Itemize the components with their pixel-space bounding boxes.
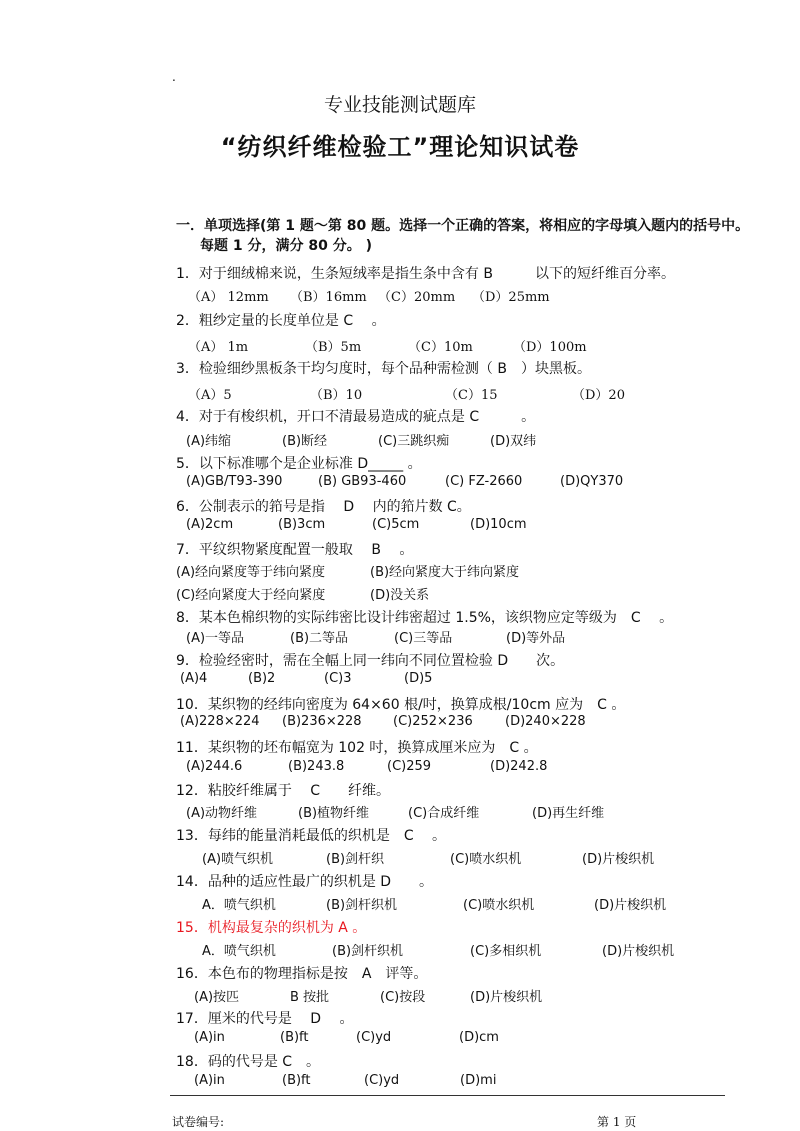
question-6-option-b: (B)3cm: [278, 517, 326, 532]
question-8-option-b: (B)二等品: [290, 631, 349, 646]
question-13-option-b: (B)剑杆织: [326, 852, 385, 867]
question-3-option-b: （B）10: [310, 388, 363, 403]
question-12-option-d: (D)再生纤维: [532, 806, 605, 821]
question-17-option-c: (C)yd: [356, 1030, 392, 1045]
question-18-option-b: (B)ft: [282, 1073, 311, 1088]
page-number: 第 1 页: [597, 1115, 637, 1129]
question-4-option-d: (D)双纬: [490, 434, 537, 449]
question-15-stem: 15．机构最复杂的织机为 A 。: [176, 920, 367, 936]
question-18-option-c: (C)yd: [364, 1073, 400, 1088]
question-9-option-c: (C)3: [324, 671, 352, 686]
question-2-stem: 2．粗纱定量的长度单位是 C 。: [176, 313, 386, 329]
question-14-option-b: (B)剑杆织机: [326, 898, 398, 913]
question-12-option-a: (A)动物纤维: [186, 806, 258, 821]
question-5-option-d: (D)QY370: [560, 474, 624, 489]
question-7-stem: 7．平纹织物紧度配置一般取 B 。: [176, 542, 414, 558]
question-10-option-b: (B)236×228: [282, 714, 362, 729]
question-1-option-c: （C）20mm: [378, 290, 456, 305]
question-13-option-c: (C)喷水织机: [450, 852, 522, 867]
question-8-option-a: (A)一等品: [186, 631, 245, 646]
question-9-option-a: (A)4: [180, 671, 208, 686]
question-16-stem: 16．本色布的物理指标是按 A 评等。: [176, 966, 428, 982]
question-14-stem: 14．品种的适应性最广的织机是 D 。: [176, 874, 434, 890]
question-4-option-b: (B)断经: [282, 434, 328, 449]
question-4-stem: 4．对于有梭织机，开口不清最易造成的疵点是 C 。: [176, 409, 536, 425]
question-3-option-a: （A）5: [188, 388, 232, 403]
question-12-stem: 12．粘胶纤维属于 C 纤维。: [176, 783, 391, 799]
question-10-option-a: (A)228×224: [180, 714, 260, 729]
question-18-option-d: (D)mi: [460, 1073, 497, 1088]
question-5-option-b: (B) GB93-460: [318, 474, 407, 489]
question-3-option-c: （C）15: [445, 388, 498, 403]
question-5-option-a: (A)GB/T93-390: [186, 474, 283, 489]
question-4-option-a: (A)纬缩: [186, 434, 232, 449]
page-dot: .: [172, 70, 176, 84]
question-14-option-d: (D)片梭织机: [594, 898, 667, 913]
question-16-option-a: (A)按匹: [194, 990, 240, 1005]
question-3-option-d: （D）20: [572, 388, 625, 403]
question-18-stem: 18．码的代号是 C 。: [176, 1054, 321, 1070]
question-2-option-c: （C）10m: [408, 340, 473, 355]
question-1-option-d: （D）25mm: [472, 290, 550, 305]
question-5-option-c: (C) FZ-2660: [445, 474, 523, 489]
question-11-option-d: (D)242.8: [490, 759, 548, 774]
question-11-option-a: (A)244.6: [186, 759, 243, 774]
question-10-option-c: (C)252×236: [393, 714, 473, 729]
question-7-option-d: (D)没关系: [370, 588, 430, 603]
page-title: “纺织纤维检验工”理论知识试卷: [220, 133, 580, 161]
question-9-stem: 9．检验经密时，需在全幅上同一纬向不同位置检验 D 次。: [176, 653, 565, 669]
question-7-option-b: (B)经向紧度大于纬向紧度: [370, 565, 520, 580]
question-11-option-c: (C)259: [387, 759, 432, 774]
question-12-option-b: (B)植物纤维: [298, 806, 370, 821]
question-11-stem: 11．某织物的坯布幅宽为 102 吋，换算成厘米应为 C 。: [176, 740, 538, 756]
question-1-option-b: （B）16mm: [290, 290, 367, 305]
question-15-option-d: (D)片梭织机: [602, 944, 675, 959]
question-12-option-c: (C)合成纤维: [408, 806, 480, 821]
question-2-option-b: （B）5m: [305, 340, 362, 355]
question-9-option-d: (D)5: [404, 671, 433, 686]
question-8-stem: 8．某本色棉织物的实际纬密比设计纬密超过 1.5%，该织物应定等级为 C 。: [176, 610, 674, 626]
question-15-option-c: (C)多相织机: [470, 944, 542, 959]
question-18-option-a: (A)in: [194, 1073, 225, 1088]
footer-divider: [170, 1095, 725, 1096]
question-17-option-d: (D)cm: [459, 1030, 499, 1045]
question-10-option-d: (D)240×228: [505, 714, 586, 729]
question-16-option-d: (D)片梭织机: [470, 990, 543, 1005]
question-1-option-a: （A） 12mm: [188, 290, 269, 305]
question-16-option-b: B 按批: [290, 990, 330, 1005]
question-15-option-b: (B)剑杆织机: [332, 944, 404, 959]
question-17-option-a: (A)in: [194, 1030, 225, 1045]
question-8-option-c: (C)三等品: [394, 631, 453, 646]
question-10-stem: 10．某织物的经纬向密度为 64×60 根/吋，换算成根/10cm 应为 C 。: [176, 697, 626, 713]
page-subtitle: 专业技能测试题库: [323, 94, 476, 116]
question-17-stem: 17．厘米的代号是 D 。: [176, 1011, 354, 1027]
section-heading: 一．单项选择(第 1 题～第 80 题。选择一个正确的答案，将相应的字母填入题内的括号中。: [176, 218, 750, 234]
question-17-option-b: (B)ft: [280, 1030, 309, 1045]
question-9-option-b: (B)2: [248, 671, 276, 686]
question-6-option-d: (D)10cm: [470, 517, 527, 532]
question-13-option-a: (A)喷气织机: [202, 852, 274, 867]
question-11-option-b: (B)243.8: [288, 759, 345, 774]
question-2-option-a: （A） 1m: [188, 340, 249, 355]
question-13-option-d: (D)片梭织机: [582, 852, 655, 867]
question-14-option-a: A．喷气织机: [202, 898, 276, 913]
question-8-option-d: (D)等外品: [506, 631, 566, 646]
section-heading-scoring: 每题 1 分，满分 80 分。 ): [200, 238, 372, 254]
question-13-stem: 13．每纬的能量消耗最低的织机是 C 。: [176, 828, 447, 844]
question-1-stem: 1．对于细绒棉来说，生条短绒率是指生条中含有 B 以下的短纤维百分率。: [176, 266, 675, 282]
question-6-option-a: (A)2cm: [186, 517, 234, 532]
question-6-option-c: (C)5cm: [372, 517, 420, 532]
paper-number-label: 试卷编号:: [172, 1115, 225, 1129]
question-16-option-c: (C)按段: [380, 990, 426, 1005]
question-3-stem: 3．检验细纱黑板条干均匀度时，每个品种需检测（ B ）块黑板。: [176, 361, 591, 377]
question-2-option-d: （D）100m: [513, 340, 587, 355]
question-14-option-c: (C)喷水织机: [463, 898, 535, 913]
question-15-option-a: A．喷气织机: [202, 944, 276, 959]
question-6-stem: 6．公制表示的筘号是指 D 内的筘片数 C。: [176, 499, 471, 515]
question-5-stem: 5．以下标准哪个是企业标准 D_____ 。: [176, 456, 422, 472]
question-4-option-c: (C)三跳织痴: [378, 434, 450, 449]
question-7-option-c: (C)经向紧度大于经向紧度: [176, 588, 326, 603]
question-7-option-a: (A)经向紧度等于纬向紧度: [176, 565, 326, 580]
